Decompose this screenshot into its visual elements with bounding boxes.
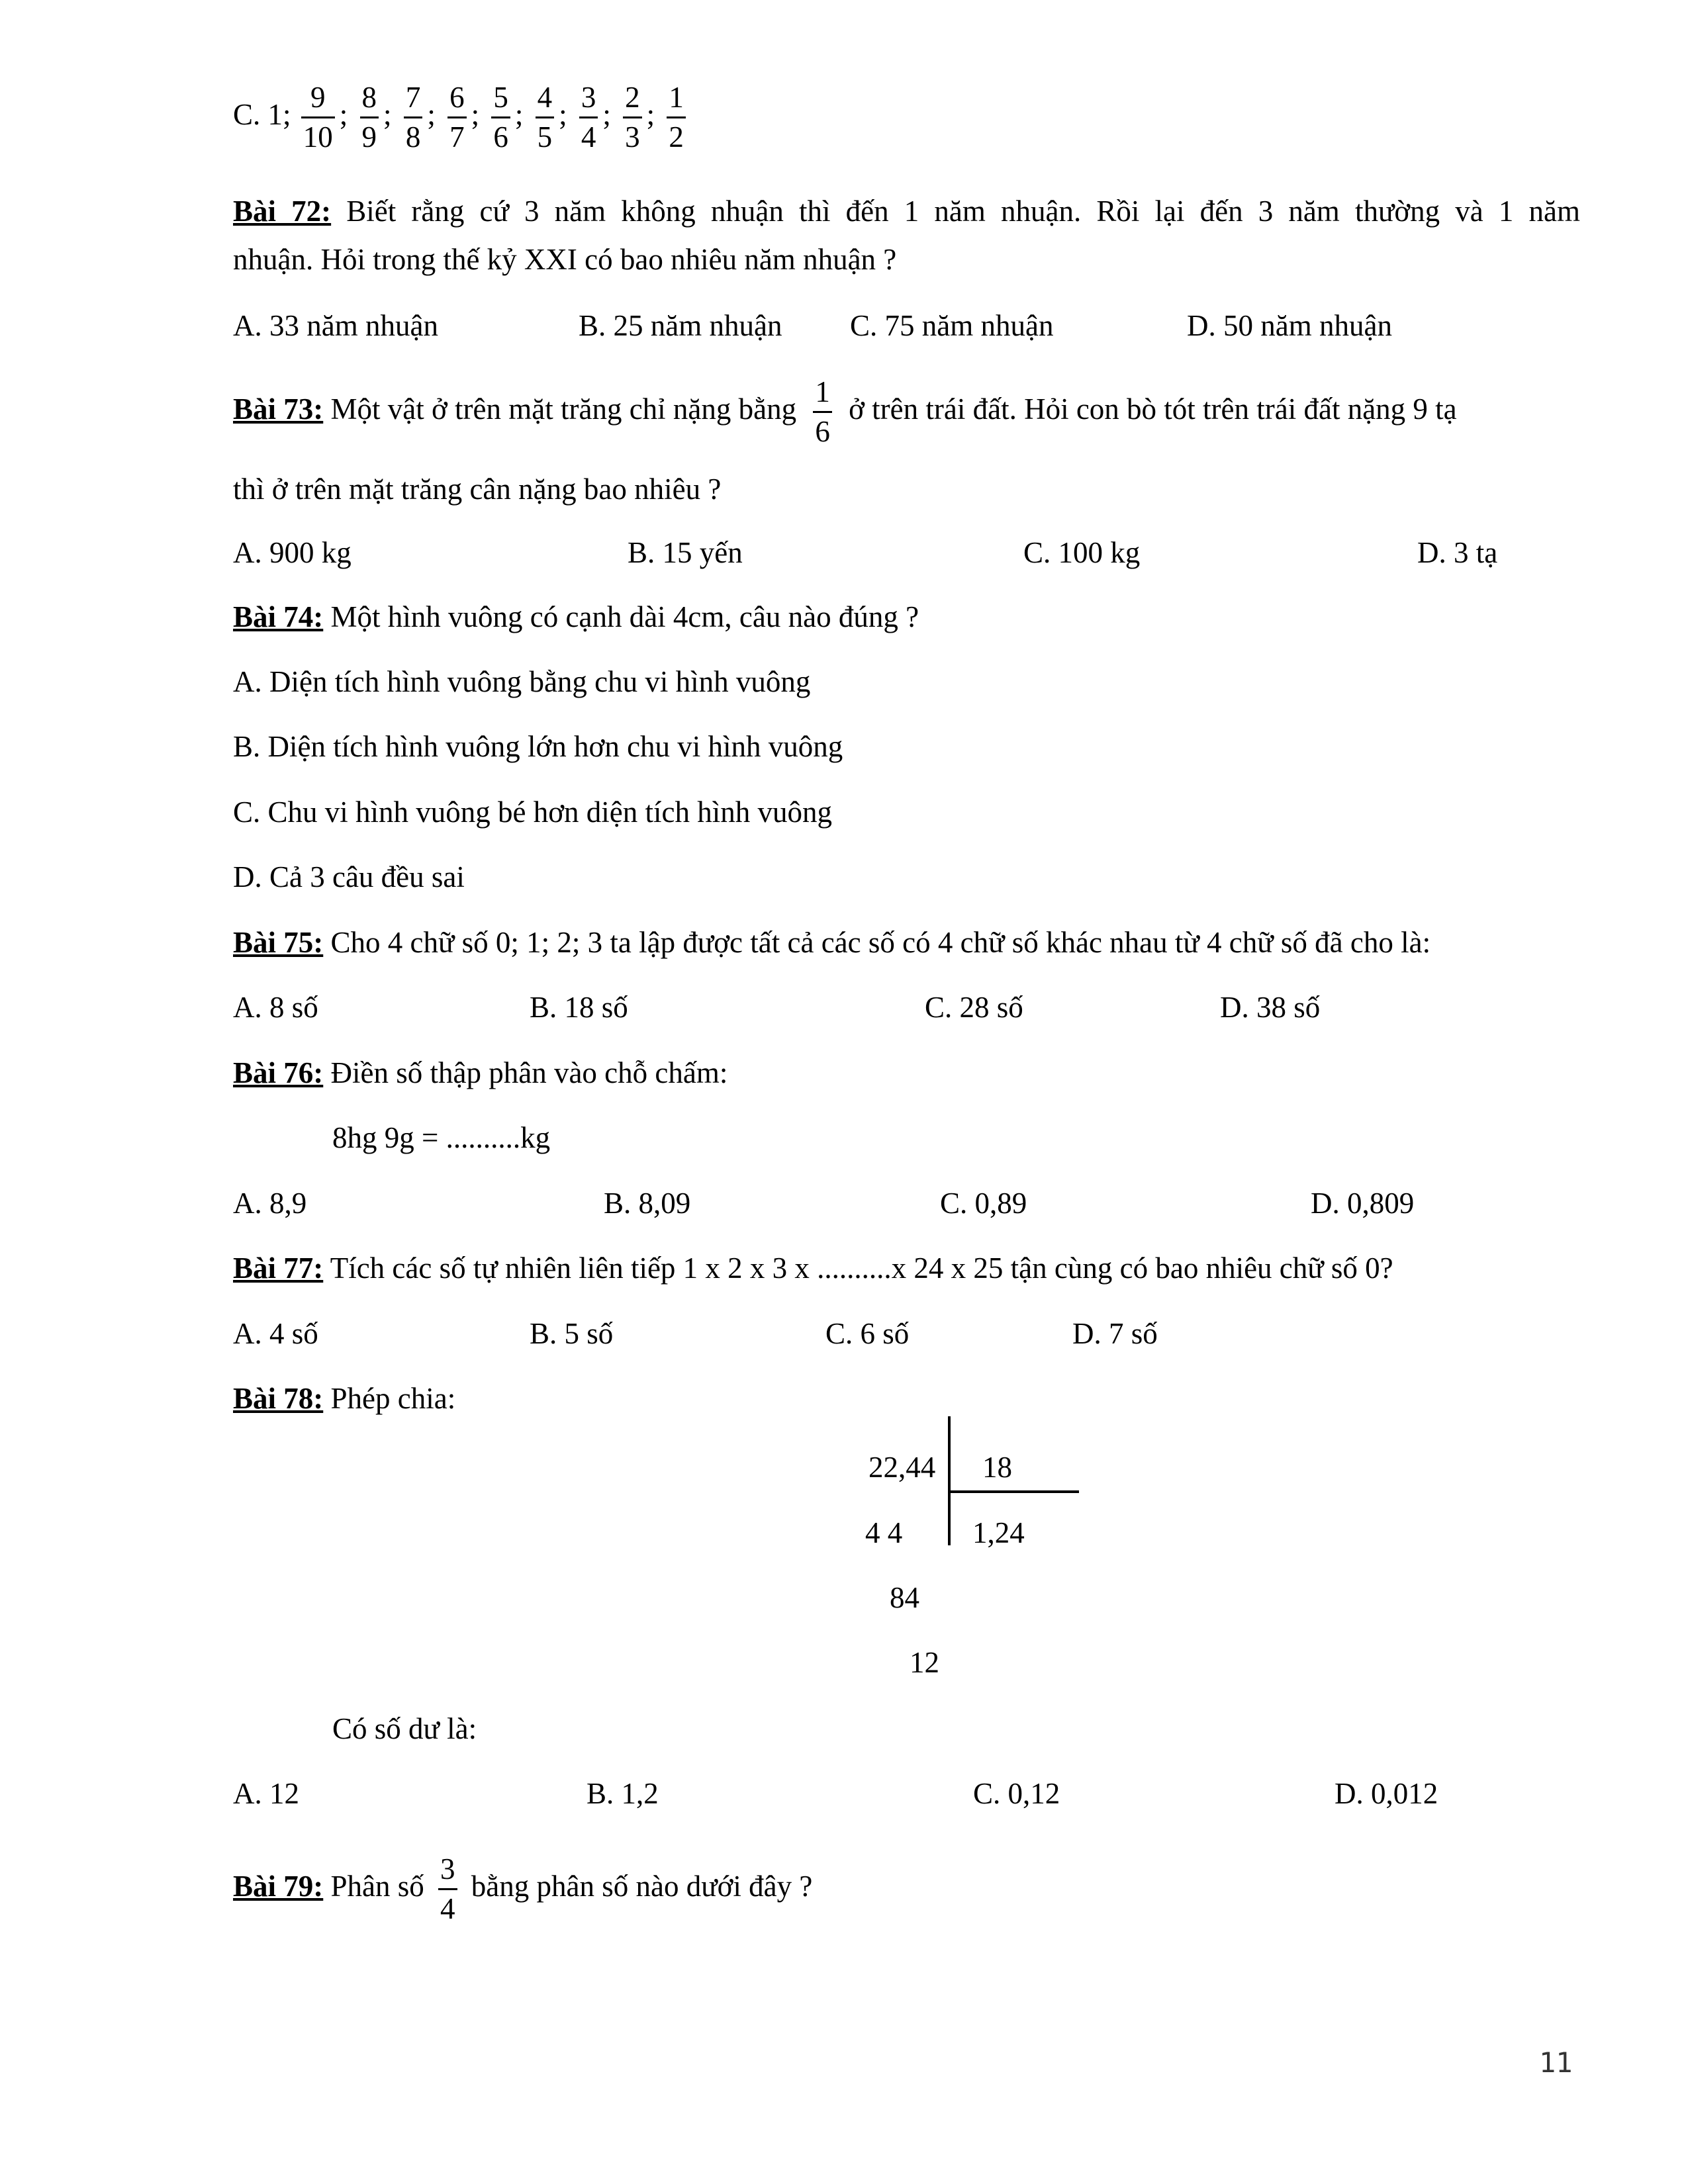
bai72-option-a: A. 33 năm nhuận	[233, 309, 438, 342]
page-number: 11	[1539, 2046, 1573, 2079]
bai72-option-c: C. 75 năm nhuận	[850, 309, 1054, 342]
fraction: $\frac{8}{9}$	[360, 83, 379, 152]
division-remainder-step: 12	[910, 1646, 939, 1679]
fraction: $\frac{6}{7}$	[447, 83, 467, 152]
bai73-text-before: Một vật ở trên mặt trăng chỉ nặng bằng	[330, 392, 797, 426]
bai78-text: Phép chia:	[330, 1382, 456, 1415]
division-horizontal-line	[949, 1490, 1079, 1493]
division-quotient: 1,24	[972, 1516, 1025, 1549]
bai77-option-a: A. 4 số	[233, 1317, 318, 1350]
bai75-option-b: B. 18 số	[530, 991, 628, 1024]
bai76-expression: 8hg 9g = ..........kg	[332, 1121, 551, 1154]
bai79-fraction: $\frac{3}{4}$	[438, 1854, 457, 1924]
bai75-title: Bài 75:	[233, 926, 324, 959]
bai73-option-d: D. 3 tạ	[1417, 536, 1498, 569]
bai76-question	[233, 1058, 727, 1088]
bai72-text-line2: nhuận. Hỏi trong thế kỷ XXI có bao nhiêu năm nhuận ?	[233, 243, 897, 276]
division-divisor: 18	[982, 1451, 1012, 1484]
bai74-option-d: D. Cả 3 câu đều sai	[233, 860, 465, 893]
bai77-question	[233, 1253, 1393, 1283]
fraction: $\frac{7}{8}$	[404, 83, 423, 152]
sequence-prefix: C. 1;	[233, 97, 291, 131]
bai77-option-c: C. 6 số	[825, 1317, 910, 1350]
division-vertical-line	[948, 1416, 951, 1545]
bai74-option-b: B. Diện tích hình vuông lớn hơn chu vi hình vuông	[233, 730, 843, 763]
fraction: $\frac{1}{2}$	[667, 83, 686, 152]
bai76-option-d: D. 0,809	[1311, 1187, 1415, 1220]
bai73-option-a: A. 900 kg	[233, 536, 352, 569]
bai76-option-c: C. 0,89	[940, 1187, 1027, 1220]
bai72-title: Bài 72:	[233, 195, 332, 228]
bai78-option-d: D. 0,012	[1335, 1777, 1438, 1810]
bai75-option-c: C. 28 số	[925, 991, 1023, 1024]
bai77-text: Tích các số tự nhiên liên tiếp 1 x 2 x 3 x ..........x 24 x 25 tận cùng có bao nhiêu chữ số 0?	[330, 1251, 1393, 1285]
bai77-option-b: B. 5 số	[530, 1317, 614, 1350]
bai79-text-before: Phân số	[330, 1869, 424, 1903]
division-step1: 4 4	[865, 1516, 903, 1549]
bai78-option-a: A. 12	[233, 1777, 299, 1810]
bai73-option-b: B. 15 yến	[628, 536, 743, 569]
bai73-title: Bài 73:	[233, 392, 324, 426]
bai77-title: Bài 77:	[233, 1251, 324, 1285]
bai75-question	[233, 928, 1430, 958]
bai72-text-line1	[233, 197, 1580, 226]
fraction: $\frac{4}{5}$	[536, 83, 555, 152]
bai76-title: Bài 76:	[233, 1056, 324, 1089]
bai73-option-c: C. 100 kg	[1023, 536, 1141, 569]
bai73-text-line1	[233, 377, 1457, 447]
bai78-question	[233, 1384, 455, 1414]
bai73-fraction: $\frac{1}{6}$	[813, 377, 832, 447]
division-dividend: 22,44	[868, 1451, 936, 1484]
division-step2: 84	[890, 1581, 919, 1614]
bai79-text-after: bằng phân số nào dưới đây ?	[471, 1869, 813, 1903]
bai74-text: Một hình vuông có cạnh dài 4cm, câu nào đúng ?	[330, 600, 919, 633]
bai74-option-c: C. Chu vi hình vuông bé hơn diện tích hình vuông	[233, 796, 833, 829]
bai72-text: Biết rằng cứ 3 năm không nhuận thì đến 1 năm nhuận. Rồi lại đến 3 năm thường và 1 năm	[346, 195, 1580, 228]
bai74-question	[233, 602, 919, 632]
bai73-text-line2: thì ở trên mặt trăng cân nặng bao nhiêu ?	[233, 473, 722, 506]
bai73-text-after: ở trên trái đất. Hỏi con bò tót trên trái đất nặng 9 tạ	[849, 392, 1457, 426]
fraction: $\frac{5}{6}$	[491, 83, 510, 152]
bai72-option-d: D. 50 năm nhuận	[1187, 309, 1392, 342]
fraction: $\frac{3}{4}$	[579, 83, 598, 152]
bai78-option-b: B. 1,2	[586, 1777, 659, 1810]
bai78-remainder-question: Có số dư là:	[332, 1712, 477, 1745]
bai77-option-d: D. 7 số	[1072, 1317, 1158, 1350]
bai75-option-a: A. 8 số	[233, 991, 318, 1024]
bai76-option-a: A. 8,9	[233, 1187, 307, 1220]
bai75-text: Cho 4 chữ số 0; 1; 2; 3 ta lập được tất cả các số có 4 chữ số khác nhau từ 4 chữ số đã cho là:	[330, 926, 1431, 959]
fraction: $\frac{2}{3}$	[623, 83, 642, 152]
bai78-option-c: C. 0,12	[973, 1777, 1060, 1810]
bai74-option-a: A. Diện tích hình vuông bằng chu vi hình vuông	[233, 665, 811, 698]
bai79-title: Bài 79:	[233, 1869, 324, 1903]
bai74-title: Bài 74:	[233, 600, 324, 633]
bai75-option-d: D. 38 số	[1220, 991, 1321, 1024]
bai79-question	[233, 1854, 812, 1924]
bai76-option-b: B. 8,09	[604, 1187, 691, 1220]
bai72-option-b: B. 25 năm nhuận	[579, 309, 782, 342]
bai78-title: Bài 78:	[233, 1382, 324, 1415]
fraction-sequence-line: C. 1; $\frac{9}{10}$ ; $\frac{8}{9}$ ; $\frac{7}{8}$ ; $\frac{6}{7}$ ; $\frac{5}{6}$ ; $\frac{4}{5}$ ; $\frac{3}{4}$ ; $\frac{2}{3}$ ; $\frac{1}{2}$	[233, 83, 688, 152]
bai76-text: Điền số thập phân vào chỗ chấm:	[330, 1056, 728, 1089]
fraction: $\frac{9}{10}$	[301, 83, 335, 152]
